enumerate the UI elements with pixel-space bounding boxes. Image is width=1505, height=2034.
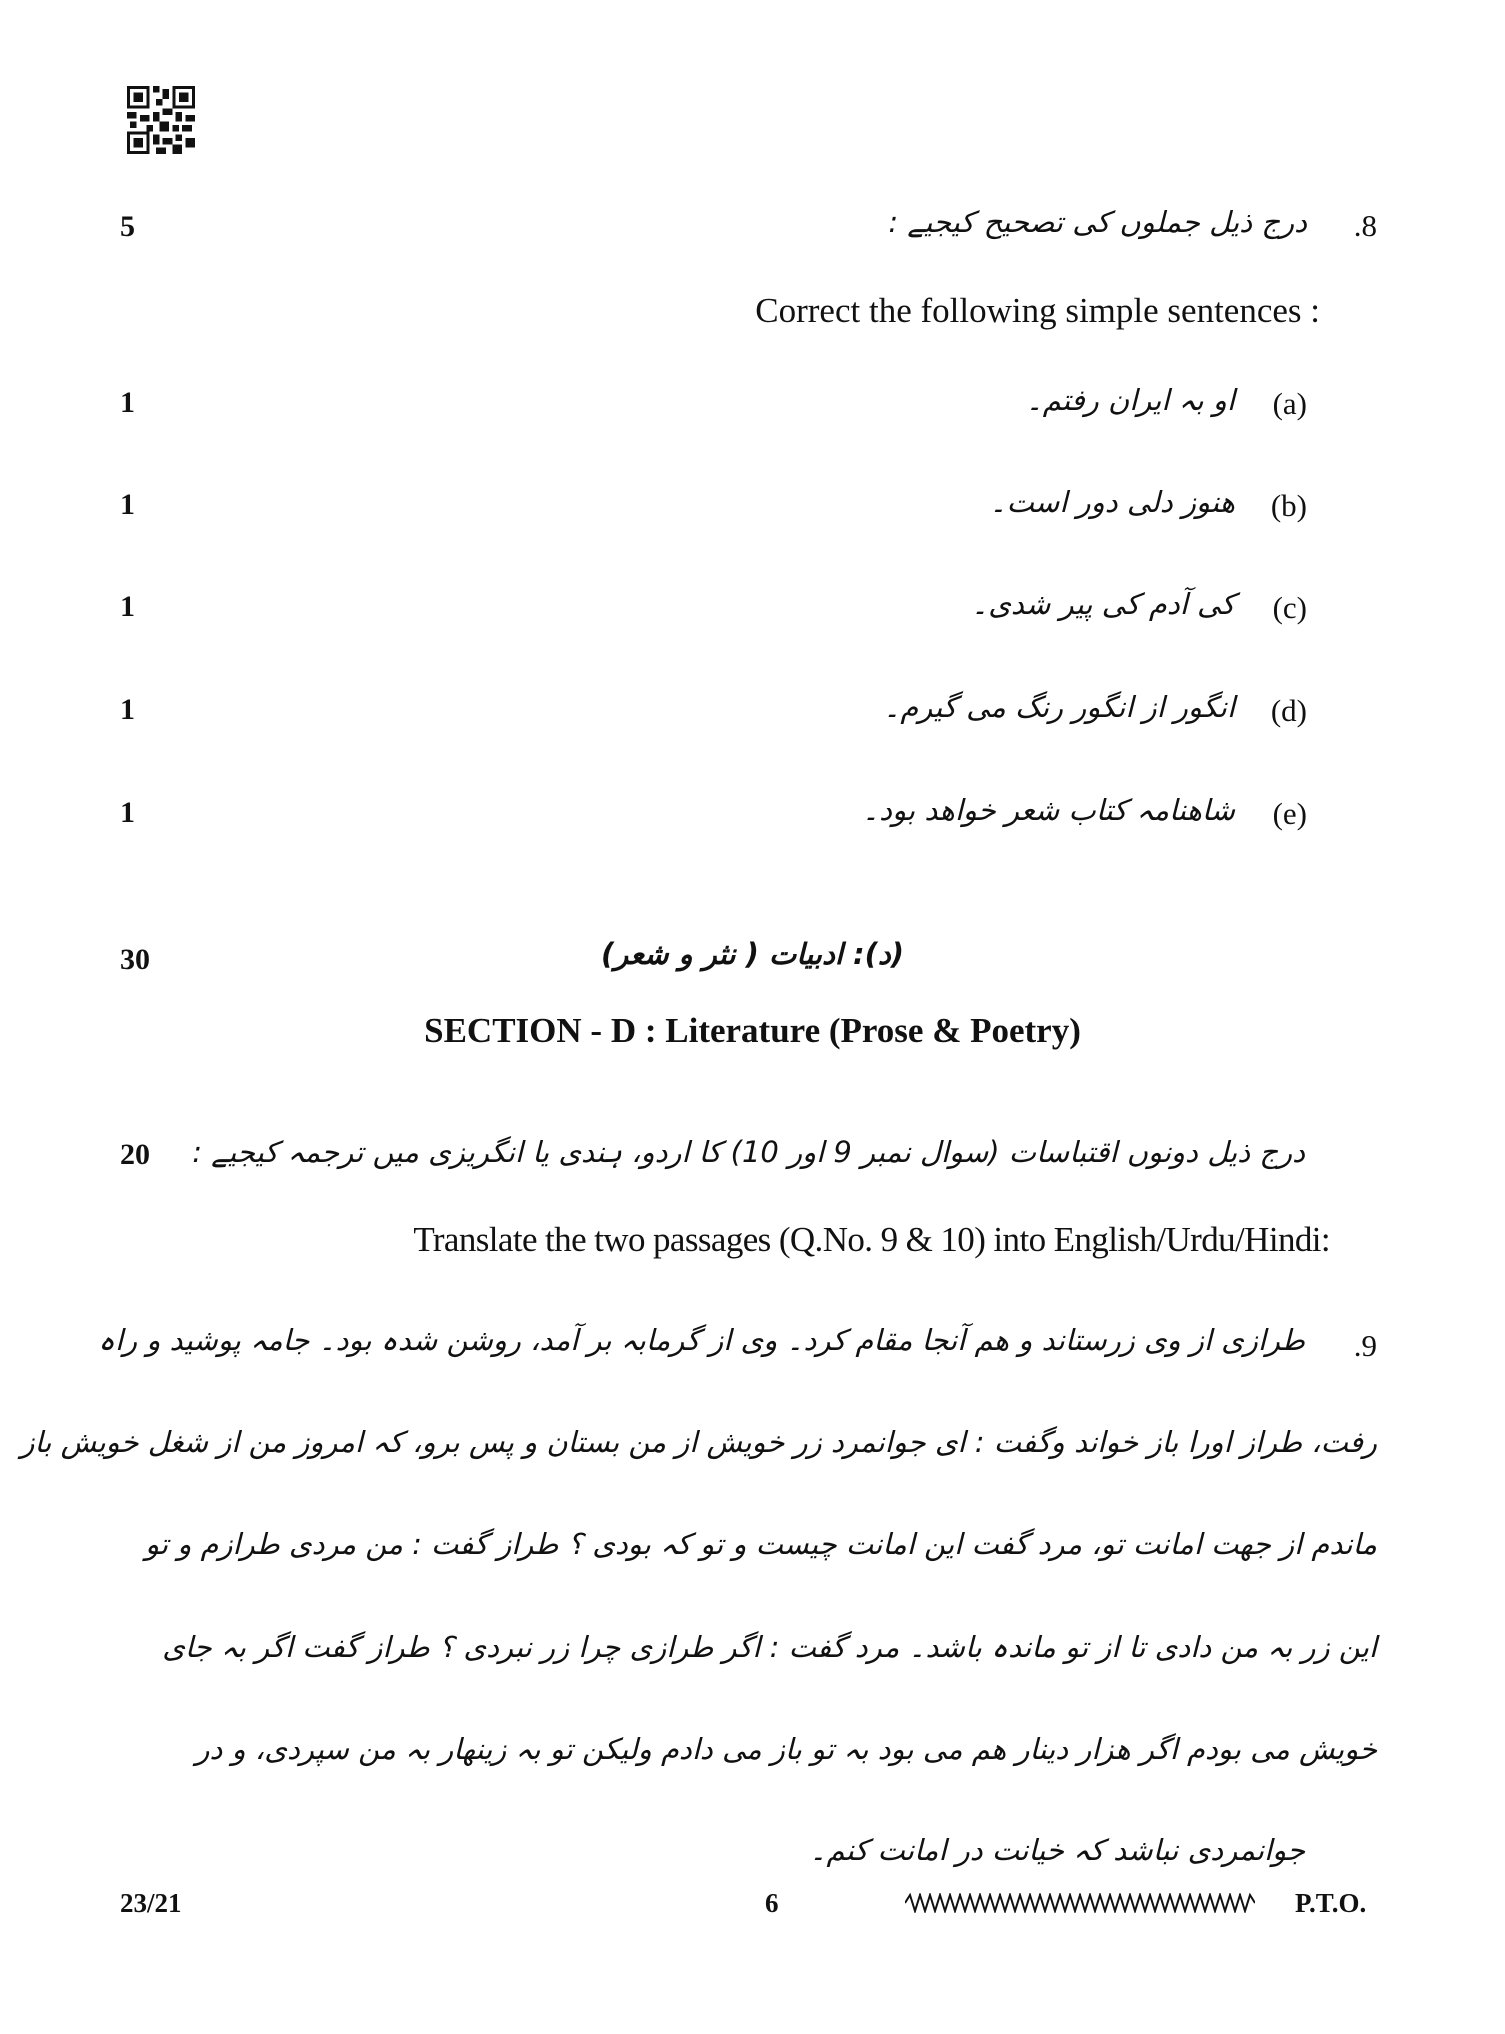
wavy-line-icon	[905, 1893, 1255, 1913]
passage-line: این زر بہ من دادی تا از تو ماندہ باشد۔ مرد گفت : اگر طرازی چرا زر نبردی ؟ طراز گفت اگر بہ جای	[162, 1630, 1377, 1664]
item-marks: 1	[120, 590, 135, 623]
item-text: شاھنامہ کتاب شعر خواھد بود۔	[862, 793, 1235, 827]
item-marks: 1	[120, 796, 135, 829]
item-marks: 1	[120, 386, 135, 419]
item-text: او بہ ایران رفتم۔	[1025, 383, 1235, 417]
q8-english-instruction: Correct the following simple sentences :	[755, 291, 1320, 330]
section-d-title: SECTION - D : Literature (Prose & Poetry)	[424, 1011, 1081, 1050]
q9-number: .9	[1353, 1328, 1377, 1363]
item-marks: 1	[120, 488, 135, 521]
q8-marks: 5	[120, 210, 135, 243]
please-turn-over: P.T.O.	[1295, 1888, 1367, 1918]
paper-code: 23/21	[120, 1888, 182, 1918]
qr-code-icon	[127, 86, 195, 154]
item-label: (d)	[1270, 693, 1307, 728]
passage-line: طرازی از وی زرستاند و هم آنجا مقام کرد۔ وی از گرمابہ بر آمد، روشن شدہ بود۔ جامہ پوشید و راہ	[98, 1323, 1305, 1357]
translation-english-instruction: Translate the two passages (Q.No. 9 & 10) into English/Urdu/Hindi:	[413, 1220, 1330, 1259]
item-label: (c)	[1272, 590, 1307, 625]
q8-number: .8	[1353, 208, 1377, 243]
translation-marks: 20	[120, 1138, 150, 1171]
item-label: (b)	[1270, 488, 1307, 523]
passage-line: خویش می بودم اگر هزار دینار هم می بود بہ تو باز می دادم ولیکن تو بہ زینهار بہ من سپردی، و در	[195, 1732, 1377, 1766]
item-label: (e)	[1272, 796, 1307, 831]
section-d-urdu-title: (د): ادبیات ( نثر و شعر)	[600, 937, 905, 971]
page-number: 6	[765, 1888, 779, 1918]
item-label: (a)	[1272, 386, 1307, 421]
item-marks: 1	[120, 693, 135, 726]
passage-line: رفت، طراز اورا باز خواند وگفت : ای جوانمرد زر خویش از من بستان و پس برو، کہ امروز من از شغل خویش باز	[20, 1425, 1377, 1459]
item-text: انگور از انگور رنگ می گیرم۔	[883, 690, 1235, 724]
q8-urdu-instruction: درج ذیل جملوں کی تصحیح کیجیے :	[888, 205, 1307, 239]
item-text: ھنوز دلی دور است۔	[989, 485, 1235, 519]
item-text: کی آدم کی پیر شدی۔	[971, 587, 1235, 621]
translation-urdu-instruction: درج ذیل دونوں اقتباسات (سوال نمبر 9 اور 10) کا اردو، ہندی یا انگریزی میں ترجمہ کیجیے :	[192, 1135, 1305, 1169]
passage-line: جوانمردی نباشد کہ خیانت در امانت کنم۔	[809, 1833, 1305, 1867]
passage-line: ماندم از جهت امانت تو، مرد گفت این امانت چیست و تو کہ بودی ؟ طراز گفت : من مردی طرازم و تو	[145, 1527, 1377, 1561]
section-d-marks: 30	[120, 943, 150, 976]
